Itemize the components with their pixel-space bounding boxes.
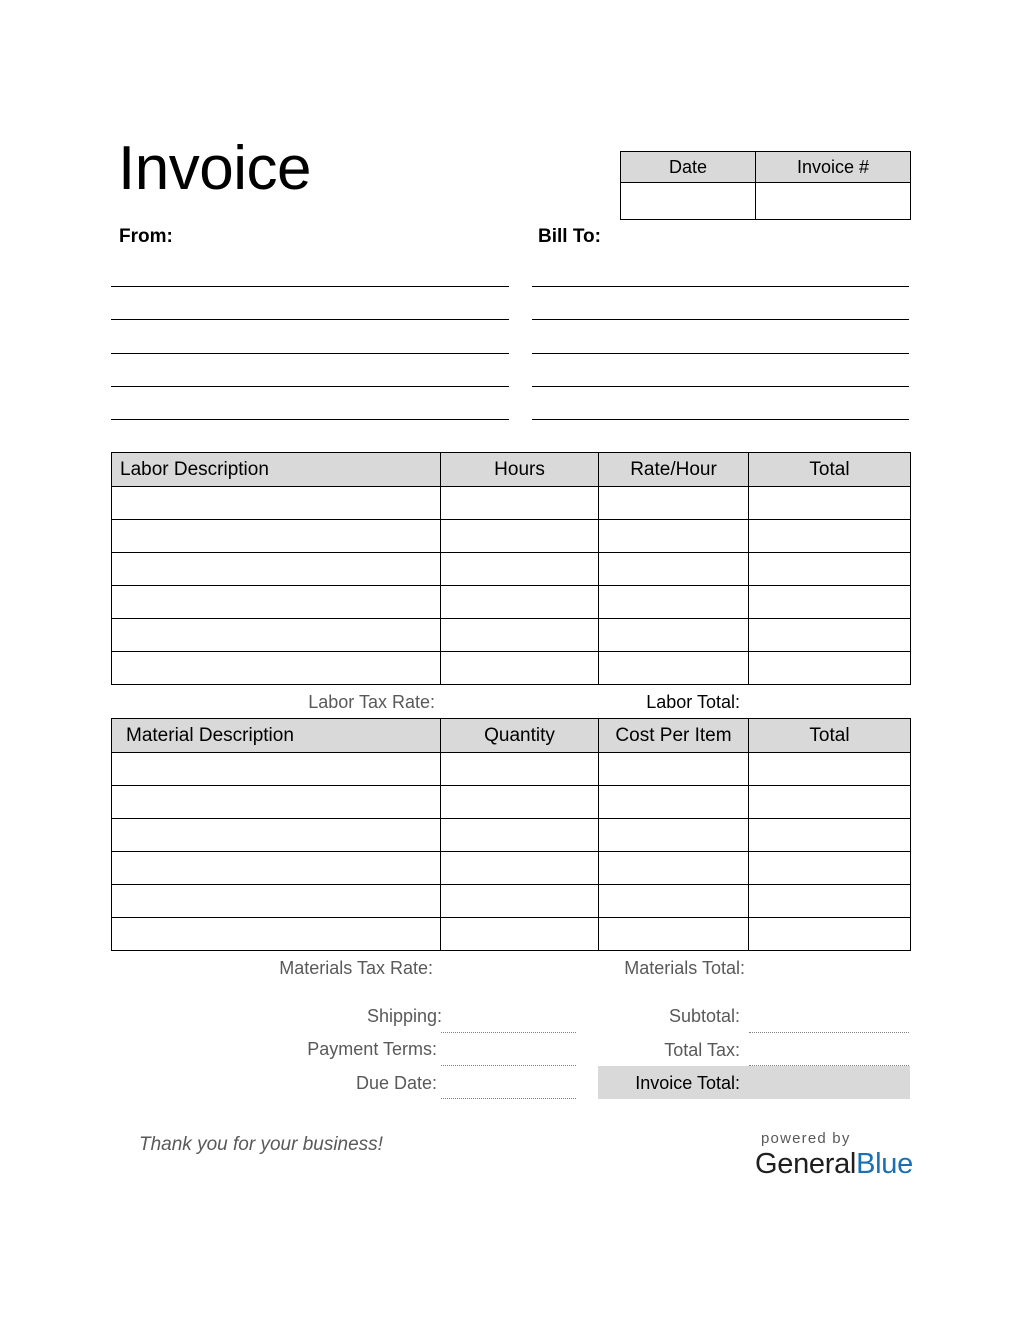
- table-row: [112, 819, 911, 852]
- materials-table: [111, 718, 911, 951]
- material-description-header: Material Description: [112, 719, 441, 753]
- from-line[interactable]: [111, 386, 509, 387]
- brand-part-blue: Blue: [856, 1148, 913, 1180]
- material-description-cell[interactable]: [112, 753, 441, 786]
- labor-table: [111, 452, 911, 685]
- thank-you-note: Thank you for your business!: [139, 1134, 383, 1155]
- labor-line-total-header: Total: [749, 453, 911, 487]
- payment-terms-label: Payment Terms:: [307, 1039, 437, 1059]
- material-description-cell[interactable]: [112, 885, 441, 918]
- rate-cell[interactable]: [599, 553, 749, 586]
- shipping-label: Shipping:: [366, 1006, 442, 1026]
- bill-to-label: Bill To:: [538, 226, 601, 247]
- materials-total-label: Materials Total:: [624, 958, 745, 978]
- total-cell[interactable]: [749, 619, 911, 652]
- quantity-cell[interactable]: [441, 885, 599, 918]
- bill-to-line[interactable]: [532, 286, 909, 287]
- total-cell[interactable]: [749, 520, 911, 553]
- date-field[interactable]: [621, 183, 756, 220]
- total-cell[interactable]: [749, 819, 911, 852]
- table-row: [112, 753, 911, 786]
- hours-cell[interactable]: [441, 586, 599, 619]
- from-line[interactable]: [111, 319, 509, 320]
- from-line[interactable]: [111, 353, 509, 354]
- labor-total-label: Labor Total:: [646, 692, 740, 712]
- invoice-meta-table: [620, 151, 911, 220]
- date-header: Date: [621, 152, 756, 183]
- quantity-cell[interactable]: [441, 918, 599, 951]
- subtotal-field[interactable]: [749, 1032, 909, 1033]
- cost-cell[interactable]: [599, 753, 749, 786]
- labor-description-cell[interactable]: [112, 487, 441, 520]
- subtotal-label: Subtotal:: [668, 1006, 740, 1026]
- hours-cell[interactable]: [441, 520, 599, 553]
- material-description-cell[interactable]: [112, 852, 441, 885]
- labor-description-cell[interactable]: [112, 586, 441, 619]
- total-cell[interactable]: [749, 885, 911, 918]
- materials-tax-rate-label: Materials Tax Rate:: [279, 958, 433, 978]
- invoice-number-field[interactable]: [756, 183, 911, 220]
- shipping-field[interactable]: [441, 1032, 576, 1033]
- hours-cell[interactable]: [441, 487, 599, 520]
- rate-cell[interactable]: [599, 652, 749, 685]
- labor-description-cell[interactable]: [112, 619, 441, 652]
- rate-cell[interactable]: [599, 520, 749, 553]
- cost-cell[interactable]: [599, 786, 749, 819]
- quantity-cell[interactable]: [441, 786, 599, 819]
- total-cell[interactable]: [749, 553, 911, 586]
- cost-cell[interactable]: [599, 852, 749, 885]
- total-cell[interactable]: [749, 586, 911, 619]
- total-cell[interactable]: [749, 852, 911, 885]
- total-cell[interactable]: [749, 487, 911, 520]
- rate-cell[interactable]: [599, 619, 749, 652]
- rate-per-hour-header: Rate/Hour: [599, 453, 749, 487]
- table-row: [112, 619, 911, 652]
- generalblue-logo[interactable]: [755, 1148, 913, 1181]
- quantity-cell[interactable]: [441, 852, 599, 885]
- table-row: [112, 487, 911, 520]
- table-row: [112, 786, 911, 819]
- table-row: [112, 553, 911, 586]
- bill-to-line[interactable]: [532, 386, 909, 387]
- from-line[interactable]: [111, 286, 509, 287]
- invoice-title: Invoice: [118, 134, 311, 203]
- hours-header: Hours: [441, 453, 599, 487]
- hours-cell[interactable]: [441, 619, 599, 652]
- from-label: From:: [119, 226, 173, 247]
- invoice-total-label: Invoice Total:: [635, 1073, 740, 1093]
- brand-part-general: General: [755, 1148, 857, 1180]
- table-row: [112, 852, 911, 885]
- table-row: [112, 586, 911, 619]
- payment-terms-field[interactable]: [441, 1065, 576, 1066]
- cost-cell[interactable]: [599, 918, 749, 951]
- material-description-cell[interactable]: [112, 819, 441, 852]
- powered-by-text: powered by: [761, 1130, 851, 1147]
- table-row: [112, 885, 911, 918]
- cost-cell[interactable]: [599, 819, 749, 852]
- labor-description-header: Labor Description: [112, 453, 441, 487]
- invoice-number-header: Invoice #: [756, 152, 911, 183]
- hours-cell[interactable]: [441, 652, 599, 685]
- due-date-label: Due Date:: [355, 1073, 437, 1093]
- labor-description-cell[interactable]: [112, 520, 441, 553]
- due-date-field[interactable]: [441, 1098, 576, 1099]
- total-cell[interactable]: [749, 786, 911, 819]
- quantity-header: Quantity: [441, 719, 599, 753]
- cost-per-item-header: Cost Per Item: [599, 719, 749, 753]
- bill-to-line[interactable]: [532, 319, 909, 320]
- total-cell[interactable]: [749, 918, 911, 951]
- rate-cell[interactable]: [599, 586, 749, 619]
- table-row: [112, 652, 911, 685]
- quantity-cell[interactable]: [441, 819, 599, 852]
- labor-description-cell[interactable]: [112, 652, 441, 685]
- quantity-cell[interactable]: [441, 753, 599, 786]
- labor-description-cell[interactable]: [112, 553, 441, 586]
- bill-to-line[interactable]: [532, 419, 909, 420]
- rate-cell[interactable]: [599, 487, 749, 520]
- table-row: [112, 520, 911, 553]
- from-line[interactable]: [111, 419, 509, 420]
- total-cell[interactable]: [749, 753, 911, 786]
- labor-tax-rate-label: Labor Tax Rate:: [308, 692, 435, 712]
- bill-to-line[interactable]: [532, 353, 909, 354]
- hours-cell[interactable]: [441, 553, 599, 586]
- total-tax-label: Total Tax:: [664, 1040, 740, 1060]
- total-cell[interactable]: [749, 652, 911, 685]
- material-description-cell[interactable]: [112, 918, 441, 951]
- material-line-total-header: Total: [749, 719, 911, 753]
- material-description-cell[interactable]: [112, 786, 441, 819]
- cost-cell[interactable]: [599, 885, 749, 918]
- table-row: [112, 918, 911, 951]
